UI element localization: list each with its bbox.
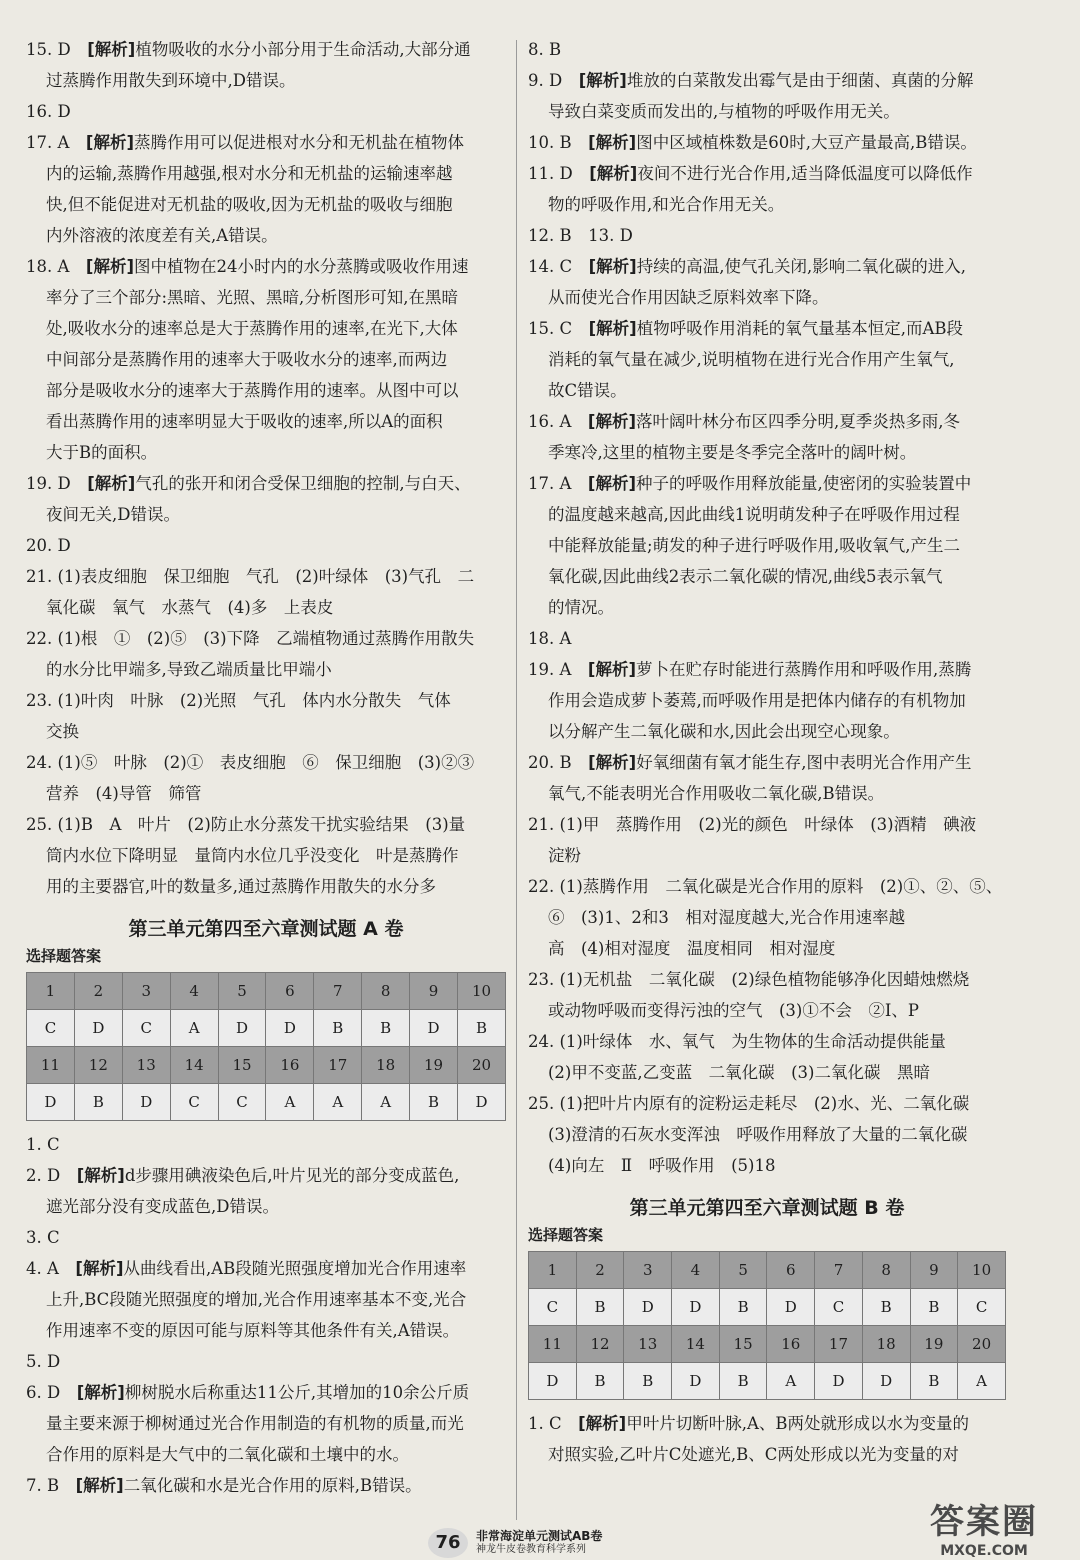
answer-cell: C <box>170 1084 218 1121</box>
answer-number: 25. <box>26 815 53 834</box>
answer-continuation: 内的运输,蒸腾作用越强,根对水分和无机盐的运输速率越 <box>46 164 453 183</box>
answer-table <box>528 1251 1006 1400</box>
answer-text: 持续的高温,使气孔关闭,影响二氧化碳的进入, <box>636 257 966 276</box>
analysis-tag: [解析] <box>588 753 637 772</box>
question-number-cell: 10 <box>458 973 506 1010</box>
question-number-cell: 7 <box>815 1252 863 1289</box>
question-number-cell: 1 <box>529 1252 577 1289</box>
answer-cell: D <box>122 1084 170 1121</box>
answer-number: 21. <box>528 815 555 834</box>
answer-continuation: 高 (4)相对湿度 温度相同 相对湿度 <box>548 939 836 958</box>
question-number-cell: 5 <box>218 973 266 1010</box>
answer-continuation: 过蒸腾作用散失到环境中,D错误。 <box>46 71 296 90</box>
question-number-cell: 15 <box>719 1326 767 1363</box>
answer-text: (1)表皮细胞 保卫细胞 气孔 (2)叶绿体 (3)气孔 二 <box>57 567 475 586</box>
answer-number: 19. <box>26 474 53 493</box>
answer-text: 图中植物在24小时内的水分蒸腾或吸收作用速 <box>134 257 469 276</box>
answer-continuation: 的情况。 <box>548 598 614 617</box>
question-number-cell: 6 <box>266 973 314 1010</box>
analysis-tag: [解析] <box>588 133 637 152</box>
question-number-cell: 5 <box>719 1252 767 1289</box>
answer-number: 4. <box>26 1259 42 1278</box>
analysis-tag: [解析] <box>76 1166 125 1185</box>
answer-cell: D <box>767 1289 815 1326</box>
answer-cell: B <box>576 1363 624 1400</box>
analysis-tag: [解析] <box>578 1414 627 1433</box>
answer-entry <box>528 406 1006 468</box>
answer-cell: D <box>624 1289 672 1326</box>
answer-entry <box>26 127 506 251</box>
answer-cell: B <box>862 1289 910 1326</box>
answer-number: 3. <box>26 1228 42 1247</box>
answer-entry <box>528 964 1006 1026</box>
analysis-tag: [解析] <box>76 1383 125 1402</box>
answer-continuation: 上升,BC段随光照强度的增加,光合作用速率基本不变,光合 <box>46 1290 467 1309</box>
answer-text: 种子的呼吸作用释放能量,使密闭的实验装置中 <box>636 474 972 493</box>
answer-cell: B <box>314 1010 362 1047</box>
series-info <box>476 1529 602 1557</box>
analysis-tag: [解析] <box>85 257 135 276</box>
answer-entry <box>528 127 1006 158</box>
answer-text: (1)B A 叶片 (2)防止水分蒸发干扰实验结果 (3)量 <box>57 815 466 834</box>
answer-continuation: 的水分比甲端多,导致乙端质量比甲端小 <box>46 660 332 679</box>
answer-continuation: 季寒冷,这里的植物主要是冬季完全落叶的阔叶树。 <box>548 443 917 462</box>
question-number-cell: 17 <box>314 1047 362 1084</box>
answer-text: 甲叶片切断叶脉,A、B两处就形成以水为变量的 <box>626 1414 970 1433</box>
analysis-tag: [解析] <box>588 319 637 338</box>
column-divider <box>516 40 517 1520</box>
answer-continuation: 交换 <box>46 722 79 741</box>
page-number: 76 <box>428 1528 468 1558</box>
answer-number: 20. <box>26 536 53 555</box>
answer-text: 植物呼吸作用消耗的氧气量基本恒定,而AB段 <box>636 319 964 338</box>
answer-continuation: 氧化碳 氧气 水蒸气 (4)多 上表皮 <box>46 598 334 617</box>
answer-cell: A <box>362 1084 410 1121</box>
answer-number: 23. <box>528 970 555 989</box>
answer-cell: A <box>266 1084 314 1121</box>
answer-cell: B <box>719 1363 767 1400</box>
answer-entry <box>26 1253 506 1346</box>
table-answer-row <box>529 1289 1006 1326</box>
answer-choice: C <box>549 1414 562 1433</box>
page-footer <box>428 1528 602 1558</box>
answer-number: 6. <box>26 1383 42 1402</box>
answer-entry <box>26 34 506 96</box>
question-number-cell: 14 <box>672 1326 720 1363</box>
answer-continuation: 从而使光合作用因缺乏原料效率下降。 <box>548 288 829 307</box>
answer-number: 2. <box>26 1166 42 1185</box>
question-number-cell: 13 <box>624 1326 672 1363</box>
table-answer-row <box>27 1010 506 1047</box>
answer-cell: D <box>862 1363 910 1400</box>
answer-text: (1)蒸腾作用 二氧化碳是光合作用的原料 (2)①、②、⑤、 <box>559 877 1003 896</box>
answer-entry <box>528 747 1006 809</box>
answer-cell: D <box>815 1363 863 1400</box>
answer-entry <box>528 313 1006 406</box>
answer-entry <box>528 468 1006 623</box>
answer-entry <box>528 1408 1006 1470</box>
analysis-tag: [解析] <box>85 133 135 152</box>
watermark-logo <box>930 1494 1038 1559</box>
answer-continuation: 快,但不能促进对无机盐的吸收,因为无机盐的吸收与细胞 <box>46 195 453 214</box>
question-number-cell: 18 <box>862 1326 910 1363</box>
answer-choice: A <box>559 412 572 431</box>
table-header-row <box>529 1326 1006 1363</box>
analysis-tag: [解析] <box>87 474 136 493</box>
question-number-cell: 4 <box>170 973 218 1010</box>
analysis-tag: [解析] <box>578 71 627 90</box>
answer-choice: C <box>559 319 573 338</box>
answer-entry <box>26 685 506 747</box>
answer-cell: D <box>74 1010 122 1047</box>
answer-continuation: 营养 (4)导管 筛管 <box>46 784 202 803</box>
analysis-tag: [解析] <box>587 412 637 431</box>
answer-text: 从曲线看出,AB段随光照强度增加光合作用速率 <box>123 1259 467 1278</box>
answer-entry <box>26 561 506 623</box>
answer-continuation: 处,吸收水分的速率总是大于蒸腾作用的速率,在光下,大体 <box>46 319 458 338</box>
question-number-cell: 20 <box>958 1326 1006 1363</box>
answer-choice: D <box>57 536 71 555</box>
answer-text: 堆放的白菜散发出霉气是由于细菌、真菌的分解 <box>626 71 974 90</box>
answer-continuation: (4)向左 Ⅱ 呼吸作用 (5)18 <box>548 1156 776 1175</box>
section-title: 第三单元第四至六章测试题 A 卷 <box>128 918 404 940</box>
question-number-cell: 16 <box>767 1326 815 1363</box>
section-title: 第三单元第四至六章测试题 B 卷 <box>629 1197 905 1219</box>
watermark-logo-url: MXQE.COM <box>940 1543 1028 1559</box>
answer-continuation: 量主要来源于柳树通过光合作用制造的有机物的质量,而光 <box>46 1414 464 1433</box>
answer-text: 夜间不进行光合作用,适当降低温度可以降低作 <box>637 164 973 183</box>
question-number-cell: 11 <box>27 1047 75 1084</box>
answer-continuation: 对照实验,乙叶片C处遮光,B、C两处形成以光为变量的对 <box>548 1445 959 1464</box>
answer-number: 12. <box>528 226 555 245</box>
answer-choice: A <box>57 133 70 152</box>
answer-continuation: 氧化碳,因此曲线2表示二氧化碳的情况,曲线5表示氧气 <box>548 567 943 586</box>
answer-choice: A <box>57 257 70 276</box>
analysis-tag: [解析] <box>588 257 637 276</box>
answer-cell: B <box>624 1363 672 1400</box>
answer-entry <box>26 809 506 902</box>
answer-continuation: 或动物呼吸而变得污浊的空气 (3)①不会 ②Ⅰ、P <box>548 1001 919 1020</box>
answer-cell: B <box>576 1289 624 1326</box>
answer-entry <box>26 468 506 530</box>
answer-entry <box>26 747 506 809</box>
answer-entry <box>528 34 1006 65</box>
answer-continuation: 中间部分是蒸腾作用的速率大于吸收水分的速率,而两边 <box>46 350 448 369</box>
answer-continuation: 以分解产生二氧化碳和水,因此会出现空心现象。 <box>548 722 900 741</box>
answer-entry <box>528 158 1006 220</box>
answer-entry <box>26 1470 506 1501</box>
answer-number: 21. <box>26 567 53 586</box>
analysis-tag: [解析] <box>587 660 637 679</box>
answer-number: 17. <box>528 474 555 493</box>
answer-cell: B <box>410 1084 458 1121</box>
answer-number: 7. <box>26 1476 42 1495</box>
answer-number: 22. <box>26 629 53 648</box>
answer-cell: D <box>458 1084 506 1121</box>
analysis-tag: [解析] <box>589 164 638 183</box>
answer-cell: B <box>910 1289 958 1326</box>
answer-choice: D <box>47 1352 61 1371</box>
question-number-cell: 2 <box>576 1252 624 1289</box>
answer-choice: D <box>549 71 563 90</box>
answer-continuation: 率分了三个部分:黑暗、光照、黑暗,分析图形可知,在黑暗 <box>46 288 459 307</box>
answer-continuation: 筒内水位下降明显 量筒内水位几乎没变化 叶是蒸腾作 <box>46 846 459 865</box>
answer-cell: A <box>314 1084 362 1121</box>
answer-continuation: 氧气,不能表明光合作用吸收二氧化碳,B错误。 <box>548 784 885 803</box>
answer-cell: D <box>266 1010 314 1047</box>
question-number-cell: 12 <box>576 1326 624 1363</box>
answer-continuation: (2)甲不变蓝,乙变蓝 二氧化碳 (3)二氧化碳 黑暗 <box>548 1063 930 1082</box>
answer-text: (1)⑤ 叶脉 (2)① 表皮细胞 ⑥ 保卫细胞 (3)②③ <box>57 753 475 772</box>
answer-text: 落叶阔叶林分布区四季分明,夏季炎热多雨,冬 <box>636 412 961 431</box>
answer-entry <box>528 220 1006 251</box>
answer-text: 气孔的张开和闭合受保卫细胞的控制,与白天、 <box>135 474 471 493</box>
question-number-cell: 9 <box>410 973 458 1010</box>
answer-choice: B <box>549 40 562 59</box>
answer-number: 16. <box>528 412 555 431</box>
question-number-cell: 9 <box>910 1252 958 1289</box>
question-number-cell: 18 <box>362 1047 410 1084</box>
question-number-cell: 1 <box>27 973 75 1010</box>
question-number-cell: 10 <box>958 1252 1006 1289</box>
answer-entry <box>26 1346 506 1377</box>
answer-continuation: 故C错误。 <box>548 381 627 400</box>
answer-text: (1)叶绿体 水、氧气 为生物体的生命活动提供能量 <box>559 1032 946 1051</box>
answer-continuation: 内外溶液的浓度差有关,A错误。 <box>46 226 278 245</box>
answer-number: 5. <box>26 1352 42 1371</box>
answer-number: 18. <box>528 629 555 648</box>
answer-number: 10. <box>528 133 555 152</box>
answer-entry <box>528 1088 1006 1181</box>
answer-choice: D <box>57 474 71 493</box>
answer-continuation: 部分是吸收水分的速率大于蒸腾作用的速率。从图中可以 <box>46 381 459 400</box>
answer-table <box>26 972 506 1121</box>
answer-choice: A <box>559 474 572 493</box>
series-subtitle: 神龙牛皮卷教育科学系列 <box>476 1544 586 1555</box>
question-number-cell: 8 <box>362 973 410 1010</box>
answer-continuation: 用的主要器官,叶的数量多,通过蒸腾作用散失的水分多 <box>46 877 436 896</box>
answer-continuation: (3)澄清的石灰水变浑浊 呼吸作用释放了大量的二氧化碳 <box>548 1125 968 1144</box>
answer-choice: C <box>47 1135 60 1154</box>
answer-number: 22. <box>528 877 555 896</box>
answer-cell: B <box>458 1010 506 1047</box>
answer-number: 17. <box>26 133 53 152</box>
answer-choice: D <box>559 164 573 183</box>
question-number-cell: 7 <box>314 973 362 1010</box>
answer-continuation: 作用会造成萝卜萎蔫,而呼吸作用是把体内储存的有机物加 <box>548 691 966 710</box>
answer-text: (1)把叶片内原有的淀粉运走耗尽 (2)水、光、二氧化碳 <box>559 1094 970 1113</box>
answer-cell: D <box>529 1363 577 1400</box>
answer-choice: D <box>47 1383 61 1402</box>
answer-text: 图中区域植株数是60时,大豆产量最高,B错误。 <box>636 133 977 152</box>
answer-text: 植物吸收的水分小部分用于生命活动,大部分通 <box>135 40 471 59</box>
answer-text: 蒸腾作用可以促进根对水分和无机盐在植物体 <box>134 133 465 152</box>
answer-cell: D <box>672 1289 720 1326</box>
answer-entry <box>528 809 1006 871</box>
answer-number: 24. <box>528 1032 555 1051</box>
answer-continuation: 看出蒸腾作用的速率明显大于吸收的速率,所以A的面积 <box>46 412 443 431</box>
answer-choice: D <box>47 1166 61 1185</box>
answer-choice: C <box>559 257 573 276</box>
answer-number: 15. <box>528 319 555 338</box>
series-title: 非常海淀单元测试AB卷 <box>476 1529 603 1543</box>
answer-entry <box>528 871 1006 964</box>
answer-entry <box>528 654 1006 747</box>
question-number-cell: 12 <box>74 1047 122 1084</box>
answer-number: 15. <box>26 40 53 59</box>
question-number-cell: 17 <box>815 1326 863 1363</box>
answer-number: 8. <box>528 40 544 59</box>
answer-cell: C <box>815 1289 863 1326</box>
answer-number: 20. <box>528 753 555 772</box>
answer-cell: C <box>958 1289 1006 1326</box>
answer-choice: A <box>559 660 572 679</box>
answer-entry <box>528 251 1006 313</box>
answer-choice: B <box>47 1476 60 1495</box>
answer-cell: B <box>362 1010 410 1047</box>
answer-cell: C <box>27 1010 75 1047</box>
answer-entry <box>26 623 506 685</box>
answer-number: 24. <box>26 753 53 772</box>
answer-choice: A <box>47 1259 59 1278</box>
answer-continuation: 作用速率不变的原因可能与原料等其他条件有关,A错误。 <box>46 1321 460 1340</box>
question-number-cell: 6 <box>767 1252 815 1289</box>
section-subtitle: 选择题答案 <box>26 947 102 965</box>
answer-text: 二氧化碳和水是光合作用的原料,B错误。 <box>123 1476 422 1495</box>
answer-continuation: 夜间无关,D错误。 <box>46 505 180 524</box>
question-number-cell: 16 <box>266 1047 314 1084</box>
question-number-cell: 2 <box>74 973 122 1010</box>
answer-choice: B <box>559 133 572 152</box>
left-column <box>26 34 506 1501</box>
question-number-cell: 20 <box>458 1047 506 1084</box>
answer-entry <box>528 1026 1006 1088</box>
answer-entry <box>26 96 506 127</box>
answer-entry <box>26 1129 506 1160</box>
question-number-cell: 3 <box>122 973 170 1010</box>
answer-entry <box>26 530 506 561</box>
answer-number: 18. <box>26 257 53 276</box>
question-number-cell: 15 <box>218 1047 266 1084</box>
answer-cell: B <box>719 1289 767 1326</box>
analysis-tag: [解析] <box>75 1259 124 1278</box>
question-number-cell: 8 <box>862 1252 910 1289</box>
answer-continuation: 消耗的氧气量在减少,说明植物在进行光合作用产生氧气, <box>548 350 955 369</box>
answer-cell: A <box>170 1010 218 1047</box>
answer-entry <box>528 623 1006 654</box>
answer-choice: B <box>559 753 572 772</box>
answer-continuation: 物的呼吸作用,和光合作用无关。 <box>548 195 785 214</box>
answer-continuation: 中能释放能量;萌发的种子进行呼吸作用,吸收氧气,产生二 <box>548 536 961 555</box>
answer-cell: D <box>27 1084 75 1121</box>
answer-entry <box>26 251 506 468</box>
answer-continuation: 导致白菜变质而发出的,与植物的呼吸作用无关。 <box>548 102 900 121</box>
answer-cell: C <box>218 1084 266 1121</box>
answer-choice: D <box>57 102 71 121</box>
answer-text: (1)无机盐 二氧化碳 (2)绿色植物能够净化因蜡烛燃烧 <box>559 970 970 989</box>
analysis-tag: [解析] <box>87 40 136 59</box>
table-header-row <box>27 973 506 1010</box>
section-subtitle: 选择题答案 <box>528 1226 604 1244</box>
answer-entry <box>26 1222 506 1253</box>
answer-entry <box>26 1377 506 1470</box>
answer-choice: D <box>57 40 71 59</box>
answer-cell: A <box>958 1363 1006 1400</box>
answer-text: 萝卜在贮存时能进行蒸腾作用和呼吸作用,蒸腾 <box>636 660 972 679</box>
answer-text: d步骤用碘液染色后,叶片见光的部分变成蓝色, <box>124 1166 460 1185</box>
answer-cell: B <box>74 1084 122 1121</box>
question-number-cell: 19 <box>410 1047 458 1084</box>
watermark-logo-text: 答案圈 <box>930 1502 1038 1542</box>
answer-cell: D <box>410 1010 458 1047</box>
answer-number: 11. <box>528 164 555 183</box>
answer-number: 14. <box>528 257 555 276</box>
table-answer-row <box>27 1084 506 1121</box>
answer-cell: D <box>218 1010 266 1047</box>
answer-text: 柳树脱水后称重达11公斤,其增加的10余公斤质 <box>124 1383 470 1402</box>
answer-number: 1. <box>26 1135 42 1154</box>
question-number-cell: 4 <box>672 1252 720 1289</box>
answer-text: (1)叶肉 叶脉 (2)光照 气孔 体内水分散失 气体 <box>57 691 451 710</box>
answer-text: (1)甲 蒸腾作用 (2)光的颜色 叶绿体 (3)酒精 碘液 <box>559 815 977 834</box>
answer-number: 23. <box>26 691 53 710</box>
question-number-cell: 19 <box>910 1326 958 1363</box>
question-number-cell: 3 <box>624 1252 672 1289</box>
answer-entry <box>528 65 1006 127</box>
answer-text: (1)根 ① (2)⑤ (3)下降 乙端植物通过蒸腾作用散失 <box>57 629 475 648</box>
question-number-cell: 11 <box>529 1326 577 1363</box>
answer-cell: D <box>672 1363 720 1400</box>
table-header-row <box>529 1252 1006 1289</box>
answer-number: 25. <box>528 1094 555 1113</box>
answer-cell: C <box>529 1289 577 1326</box>
question-number-cell: 13 <box>122 1047 170 1084</box>
answer-choice: C <box>47 1228 60 1247</box>
answer-number: 1. <box>528 1414 544 1433</box>
answer-continuation: 合作用的原料是大气中的二氧化碳和土壤中的水。 <box>46 1445 409 1464</box>
answer-continuation: 淀粉 <box>548 846 581 865</box>
answer-choice: B 13. D <box>559 226 633 245</box>
answer-cell: C <box>122 1010 170 1047</box>
answer-continuation: 的温度越来越高,因此曲线1说明萌发种子在呼吸作用过程 <box>548 505 960 524</box>
answer-continuation: 大于B的面积。 <box>46 443 158 462</box>
answer-number: 16. <box>26 102 53 121</box>
analysis-tag: [解析] <box>587 474 637 493</box>
question-number-cell: 14 <box>170 1047 218 1084</box>
answer-choice: A <box>559 629 572 648</box>
table-header-row <box>27 1047 506 1084</box>
answer-number: 19. <box>528 660 555 679</box>
answer-entry <box>26 1160 506 1222</box>
answer-text: 好氧细菌有氧才能生存,图中表明光合作用产生 <box>636 753 972 772</box>
answer-cell: B <box>910 1363 958 1400</box>
table-answer-row <box>529 1363 1006 1400</box>
answer-number: 9. <box>528 71 544 90</box>
answer-continuation: 遮光部分没有变成蓝色,D错误。 <box>46 1197 279 1216</box>
answer-cell: A <box>767 1363 815 1400</box>
analysis-tag: [解析] <box>75 1476 124 1495</box>
right-column <box>528 34 1006 1470</box>
answer-continuation: ⑥ (3)1、2和3 相对湿度越大,光合作用速率越 <box>548 908 906 927</box>
